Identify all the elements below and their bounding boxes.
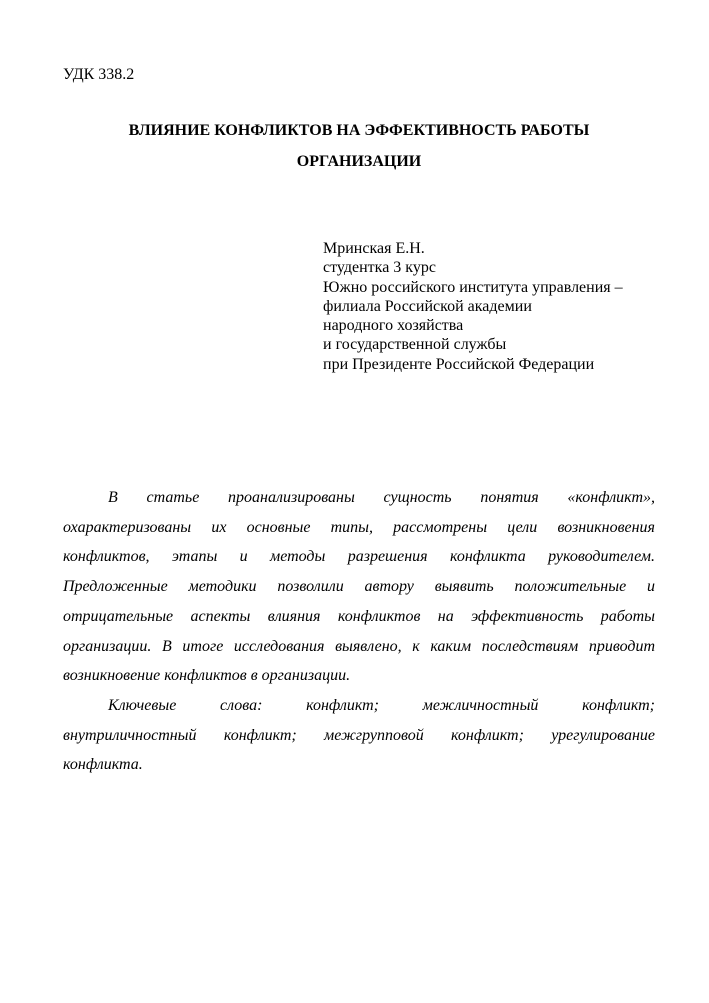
article-title-line-1: ВЛИЯНИЕ КОНФЛИКТОВ НА ЭФФЕКТИВНОСТЬ РАБОТЫ <box>128 122 590 139</box>
keywords-last-line: конфликта. <box>63 756 143 774</box>
author-affiliation-line-5: при Президенте Российской Федерации <box>323 355 595 373</box>
author-affiliation-line-4: и государственной службы <box>323 336 507 354</box>
author-block <box>323 239 623 374</box>
abstract-line: В статье проанализированы сущность понятия «конфликт», <box>108 489 655 506</box>
keywords-line: Ключевые слова: конфликт; межличностный конфликт; <box>108 696 655 714</box>
article-title <box>63 115 655 177</box>
author-affiliation-line-1: Южно российского института управления – <box>323 278 623 296</box>
abstract-line: отрицательные аспекты влияния конфликтов на эффективность работы <box>63 607 655 625</box>
author-name: Мринская Е.Н. <box>323 240 425 257</box>
udc-code: УДК 338.2 <box>63 66 135 83</box>
abstract-line: организации. В итоге исследования выявлено, к каким последствиям приводит <box>63 637 655 655</box>
author-role: студентка 3 курс <box>323 259 436 277</box>
abstract-line: Предложенные методики позволили автору выявить положительные и <box>63 578 655 596</box>
abstract-and-keywords <box>63 483 655 780</box>
keywords-line: внутриличностный конфликт; межгрупповой конфликт; урегулирование <box>63 726 655 744</box>
abstract-line: конфликтов, этапы и методы разрешения конфликта руководителем. <box>63 548 655 566</box>
author-affiliation-line-2: филиала Российской академии <box>323 297 532 315</box>
author-affiliation-line-3: народного хозяйства <box>323 317 464 335</box>
abstract-last-line: возникновение конфликтов в организации. <box>63 667 351 685</box>
article-title-line-2: ОРГАНИЗАЦИИ <box>296 153 422 170</box>
abstract-line: охарактеризованы их основные типы, рассмотрены цели возникновения <box>63 518 655 536</box>
